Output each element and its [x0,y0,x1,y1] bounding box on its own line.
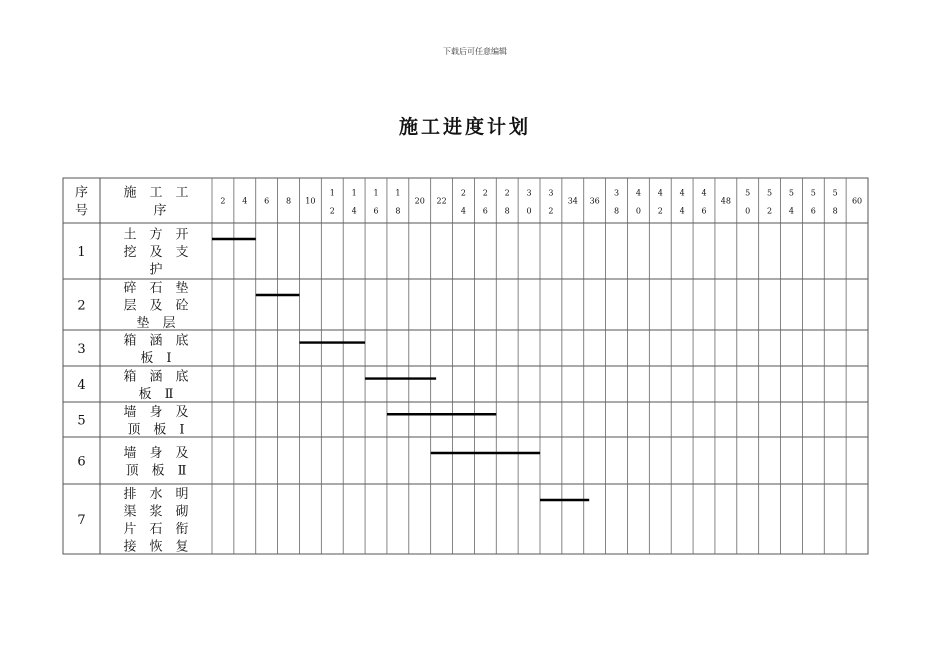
timeline-tick: 5 [832,188,838,198]
timeline-tick: 8 [504,206,510,216]
row-seq: 2 [77,298,86,314]
row-task-line: 护 [149,262,163,278]
row-seq: 7 [77,513,86,528]
timeline-tick: 5 [810,188,816,198]
row-task-line: 箱 涵 底 [123,369,189,385]
timeline-tick: 1 [395,188,401,198]
timeline-tick: 8 [832,206,838,216]
row-seq: 5 [77,413,86,429]
timeline-tick: 1 [373,188,379,198]
timeline-tick: 4 [701,188,707,198]
timeline-tick: 6 [482,206,488,216]
timeline-tick: 4 [635,188,641,198]
timeline-tick: 1 [351,188,357,198]
row-task-line: 层 及 砼 [123,298,189,314]
row-task-line: 渠 浆 砌 [123,504,189,520]
row-seq: 6 [77,454,86,470]
timeline-tick: 2 [657,206,663,216]
row-task-line: 墙 身 及 [123,404,189,420]
timeline-tick: 5 [767,188,773,198]
timeline-tick: 4 [679,188,685,198]
timeline-tick: 34 [567,196,578,206]
timeline-tick: 10 [305,196,316,206]
timeline-tick: 0 [635,206,641,216]
timeline-tick: 6 [373,206,379,216]
row-task-line: 片 石 衔 [123,521,189,537]
row-seq: 3 [77,342,86,357]
timeline-tick: 8 [613,206,620,216]
timeline-tick: 6 [810,206,816,216]
timeline-tick: 6 [701,206,707,216]
row-task-line: 接 恢 复 [123,539,189,555]
timeline-tick: 2 [460,188,467,198]
row-task-line: 板 Ⅱ [138,386,174,402]
timeline-tick: 2 [329,206,335,216]
timeline-tick: 3 [526,188,532,198]
timeline-tick: 22 [436,196,447,206]
timeline-tick: 4 [657,188,663,198]
header-note: 下载后可任意编辑 [443,47,507,56]
timeline-tick: 48 [720,196,731,206]
timeline-tick: 4 [242,196,248,206]
row-task-line: 垫 层 [136,316,176,331]
timeline-tick: 4 [788,206,795,216]
timeline-tick: 8 [395,206,401,216]
timeline-tick: 0 [745,206,751,216]
timeline-tick: 2 [767,206,773,216]
timeline-tick: 2 [220,196,226,206]
timeline-tick: 60 [851,196,863,206]
task-header: 序 [153,203,167,219]
timeline-tick: 5 [745,188,751,198]
timeline-tick: 1 [329,188,335,198]
row-task-line: 顶 板 Ⅱ [125,463,187,479]
row-task-line: 碎 石 垫 [123,281,189,296]
timeline-tick: 3 [613,188,620,198]
row-task-line: 板 Ⅰ [140,350,172,366]
row-task-line: 箱 涵 底 [123,333,189,349]
page-title: 施工进度计划 [398,116,531,138]
task-header: 施 工 工 [123,185,189,201]
row-task-line: 顶 板 Ⅰ [127,422,185,438]
timeline-tick: 8 [285,196,292,206]
timeline-tick: 36 [589,196,600,206]
seq-header: 序 [74,185,89,201]
timeline-tick: 2 [482,188,488,198]
row-task-line: 排 水 明 [123,486,189,502]
timeline-tick: 2 [548,206,554,216]
timeline-tick: 6 [264,196,270,206]
seq-header: 号 [74,203,89,219]
timeline-tick: 5 [788,188,795,198]
timeline-tick: 4 [460,206,467,216]
timeline-tick: 4 [679,206,685,216]
row-task-line: 挖 及 支 [123,245,189,260]
row-seq: 4 [77,378,86,393]
row-seq: 1 [77,245,86,260]
timeline-tick: 20 [414,196,425,206]
timeline-tick: 4 [351,206,357,216]
timeline-tick: 3 [548,188,554,198]
row-task-line: 墙 身 及 [123,445,189,461]
row-task-line: 土 方 开 [123,227,189,243]
timeline-tick: 2 [504,188,510,198]
timeline-tick: 0 [526,206,532,216]
